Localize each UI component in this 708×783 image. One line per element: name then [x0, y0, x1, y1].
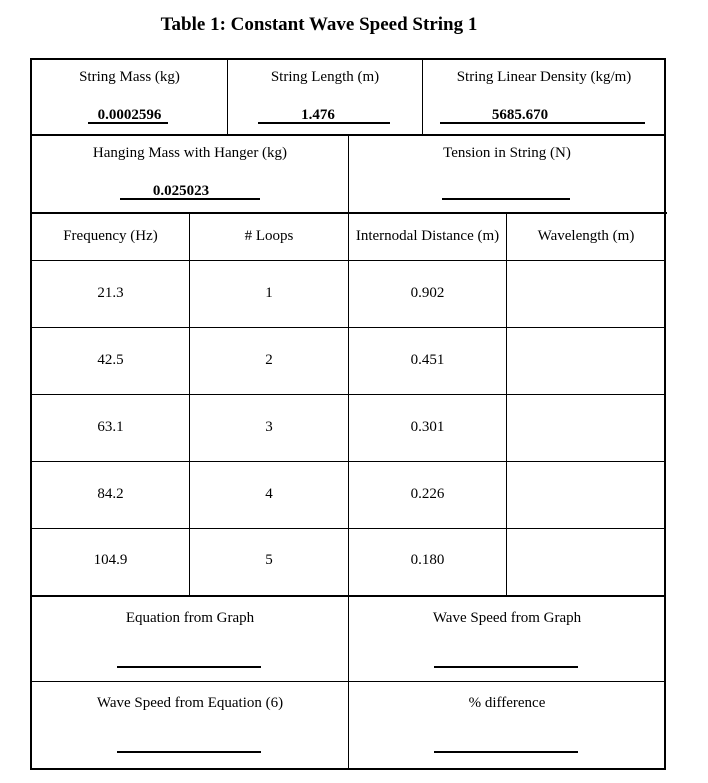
tension-label: Tension in String (N): [443, 145, 571, 161]
header-loops: # Loops: [244, 228, 294, 244]
linear-density-label: String Linear Density (kg/m): [456, 69, 632, 85]
table-row-internodal: 0.301: [410, 419, 445, 435]
header-wavelength: Wavelength (m): [537, 228, 635, 244]
hanging-mass-label: Hanging Mass with Hanger (kg): [92, 145, 288, 161]
table-row-loops: 1: [265, 285, 273, 301]
equation-from-graph-label: Equation from Graph: [125, 610, 255, 626]
table-row-frequency: 42.5: [97, 352, 124, 368]
header-frequency: Frequency (Hz): [63, 228, 158, 244]
wave-speed-equation-label: Wave Speed from Equation (6): [96, 695, 284, 711]
table-row-frequency: 104.9: [93, 552, 128, 568]
linear-density-value: 5685.670: [491, 107, 549, 123]
header-internodal-distance: Internodal Distance (m): [355, 228, 500, 244]
wave-speed-graph-underline: [434, 666, 578, 668]
table-row-frequency: 63.1: [97, 419, 124, 435]
percent-difference-underline: [434, 751, 578, 753]
string-length-value: 1.476: [301, 107, 335, 123]
divider: [31, 212, 667, 214]
table-title: Table 1: Constant Wave Speed String 1: [160, 14, 478, 35]
table-row-internodal: 0.902: [410, 285, 445, 301]
table-row-loops: 3: [265, 419, 273, 435]
divider: [506, 214, 507, 595]
divider: [348, 214, 349, 595]
table-row-loops: 4: [265, 486, 273, 502]
tension-underline: [442, 198, 570, 200]
equation-from-graph-underline: [117, 666, 261, 668]
string-length-underline: [258, 122, 390, 124]
string-mass-underline: [88, 122, 168, 124]
wave-speed-equation-underline: [117, 751, 261, 753]
table-row-frequency: 21.3: [97, 285, 124, 301]
string-length-label: String Length (m): [270, 69, 380, 85]
table-row-loops: 5: [265, 552, 273, 568]
string-mass-value: 0.0002596: [97, 107, 162, 123]
percent-difference-label: % difference: [468, 695, 546, 711]
wave-speed-graph-label: Wave Speed from Graph: [432, 610, 582, 626]
table-row-internodal: 0.451: [410, 352, 445, 368]
table-row-frequency: 84.2: [97, 486, 124, 502]
table-row-internodal: 0.180: [410, 552, 445, 568]
table-row-internodal: 0.226: [410, 486, 445, 502]
linear-density-underline: [440, 122, 645, 124]
string-mass-label: String Mass (kg): [79, 69, 180, 85]
hanging-mass-value: 0.025023: [152, 183, 210, 199]
table-row-loops: 2: [265, 352, 273, 368]
divider: [189, 214, 190, 595]
hanging-mass-underline: [120, 198, 260, 200]
